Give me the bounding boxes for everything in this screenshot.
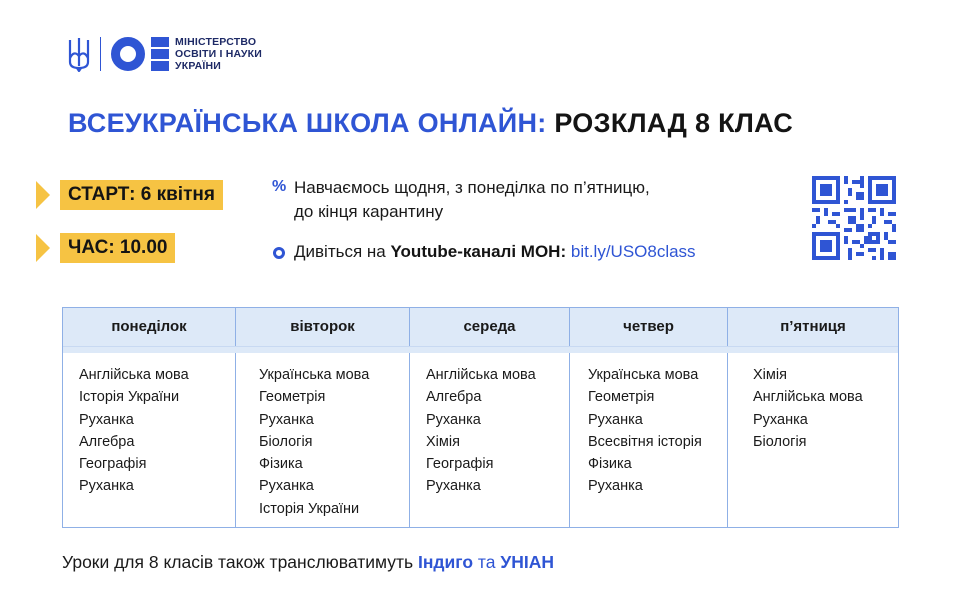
- lesson-item: Історія України: [79, 389, 180, 406]
- lesson-item: Руханка: [588, 478, 643, 495]
- lesson-item: Географія: [79, 456, 147, 473]
- time-badge-row: [36, 233, 175, 263]
- day-header-tuesday: вівторок: [236, 308, 410, 346]
- logo-divider: [100, 37, 101, 71]
- lesson-item: Руханка: [588, 411, 643, 428]
- percent-icon: %: [272, 178, 287, 195]
- lesson-item: Біологія: [259, 433, 313, 450]
- lesson-item: Руханка: [259, 411, 314, 428]
- page-title: [68, 108, 793, 139]
- schedule-table: [62, 307, 899, 528]
- lesson-item: Геометрія: [588, 389, 655, 406]
- day-column-wednesday: [410, 353, 570, 527]
- lesson-item: Хімія: [753, 367, 787, 383]
- lesson-item: Руханка: [79, 411, 134, 428]
- qr-code-icon[interactable]: [812, 176, 896, 260]
- channel-indigo: Індиго: [418, 552, 474, 572]
- schedule-body: [63, 353, 898, 527]
- lesson-item: Руханка: [426, 411, 481, 428]
- day-column-thursday: [570, 353, 728, 527]
- day-column-tuesday: [236, 353, 410, 527]
- youtube-info-prefix: Дивіться на: [294, 242, 391, 261]
- lesson-item: Геометрія: [259, 389, 326, 406]
- mon-logo-icon: [111, 36, 169, 72]
- day-header-wednesday: середа: [410, 308, 570, 346]
- lesson-item: Хімія: [426, 433, 460, 450]
- broadcast-note: [62, 552, 554, 573]
- lesson-item: Руханка: [753, 411, 808, 428]
- broadcast-middle: та: [473, 552, 501, 572]
- study-info-line-2: до кінця карантину: [294, 202, 444, 221]
- title-part-2: РОЗКЛАД 8 КЛАС: [554, 108, 794, 138]
- lesson-item: Руханка: [426, 478, 481, 495]
- lesson-item: Українська мова: [259, 367, 370, 383]
- trident-icon: [68, 36, 90, 72]
- lesson-item: Українська мова: [588, 367, 699, 383]
- title-part-1: ВСЕУКРАЇНСЬКА ШКОЛА ОНЛАЙН:: [68, 108, 547, 138]
- study-info: [272, 176, 650, 224]
- day-column-monday: [63, 353, 236, 527]
- ministry-logo: [68, 34, 262, 74]
- logo-line-2: ОСВІТИ І НАУКИ: [175, 48, 263, 60]
- lesson-item: Фізика: [588, 456, 632, 473]
- youtube-link[interactable]: bit.ly/USO8class: [570, 242, 696, 261]
- youtube-info-bold: Youtube-каналі МОН:: [390, 242, 567, 261]
- day-header-friday: п’ятниця: [780, 318, 846, 335]
- channel-unian: УНІАН: [500, 552, 554, 572]
- lesson-item: Географія: [426, 456, 494, 473]
- lesson-item: Біологія: [753, 433, 807, 450]
- youtube-info: [272, 240, 696, 264]
- arrow-icon: [36, 234, 50, 262]
- day-column-friday: [728, 353, 898, 527]
- lesson-item: Фізика: [259, 456, 303, 473]
- start-badge-row: [36, 180, 223, 210]
- logo-line-3: УКРАЇНИ: [175, 60, 222, 72]
- lesson-item: Руханка: [79, 478, 134, 495]
- time-badge: ЧАС: 10.00: [60, 233, 175, 263]
- lesson-item: Руханка: [259, 478, 314, 495]
- lesson-item: Англійська мова: [753, 389, 863, 406]
- circle-icon: [273, 247, 285, 259]
- lesson-item: Історія України: [259, 500, 360, 517]
- study-info-line-1: Навчаємось щодня, з понеділка по п’ятницю,: [294, 178, 650, 197]
- lesson-item: Англійська мова: [426, 367, 536, 383]
- arrow-icon: [36, 181, 50, 209]
- lesson-item: Алгебра: [79, 433, 135, 450]
- logo-line-1: МІНІСТЕРСТВО: [175, 36, 257, 48]
- lesson-item: Англійська мова: [79, 367, 189, 383]
- broadcast-prefix: Уроки для 8 класів також транслюватимуть: [62, 552, 418, 572]
- schedule-header: [63, 308, 898, 347]
- lesson-item: Всесвітня історія: [588, 433, 702, 450]
- logo-text: [175, 36, 262, 72]
- day-header-thursday: четвер: [570, 308, 728, 346]
- day-header-monday: понеділок: [63, 308, 236, 346]
- start-badge: СТАРТ: 6 квітня: [60, 180, 223, 210]
- lesson-item: Алгебра: [426, 389, 482, 406]
